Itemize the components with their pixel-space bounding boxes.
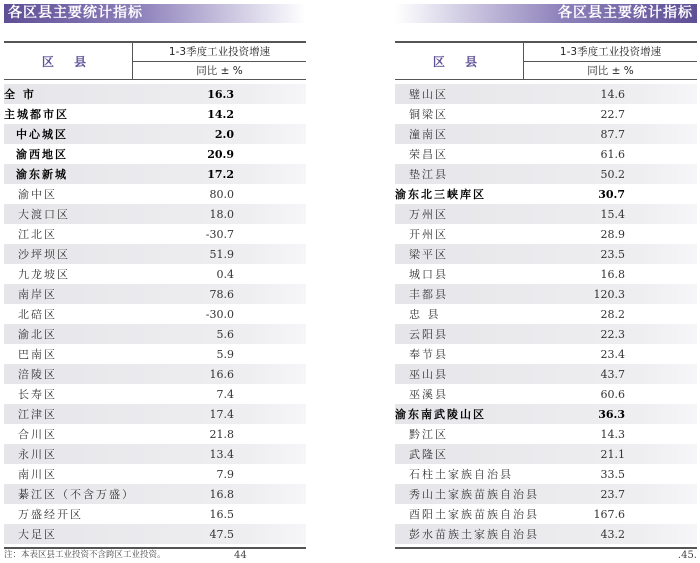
table-row xyxy=(395,444,697,464)
table-row xyxy=(4,164,306,184)
growth-value: 167.6 xyxy=(593,507,625,521)
table-row xyxy=(395,184,697,204)
table-row xyxy=(395,324,697,344)
table-header xyxy=(4,41,306,80)
page-number: 44 xyxy=(234,550,247,561)
growth-value: 16.8 xyxy=(209,487,234,501)
table-row xyxy=(4,524,306,544)
page-number: .45. xyxy=(677,550,697,561)
growth-value: 7.4 xyxy=(216,387,234,401)
table-row xyxy=(4,464,306,484)
region-name: 万州区 xyxy=(409,208,448,221)
growth-value: 5.9 xyxy=(216,347,234,361)
growth-value: 2.0 xyxy=(214,127,234,141)
growth-value: 22.7 xyxy=(600,107,625,121)
table-row xyxy=(4,264,306,284)
region-name: 城口县 xyxy=(409,268,448,281)
growth-value: 17.2 xyxy=(207,167,234,181)
header-region: 区 县 xyxy=(395,43,524,79)
growth-value: 0.4 xyxy=(216,267,234,281)
region-name: 彭水苗族土家族自治县 xyxy=(409,528,539,541)
header-region: 区 县 xyxy=(4,43,133,79)
growth-value: 36.3 xyxy=(598,407,625,421)
table-row xyxy=(4,424,306,444)
growth-value: 60.6 xyxy=(600,387,625,401)
region-name: 黔江区 xyxy=(409,428,448,441)
growth-value: 51.9 xyxy=(209,247,234,261)
region-name: 渝西地区 xyxy=(16,148,68,161)
region-name: 武隆区 xyxy=(409,448,448,461)
growth-value: 120.3 xyxy=(593,287,625,301)
region-name: 大渡口区 xyxy=(18,208,70,221)
table-row xyxy=(4,124,306,144)
table-row xyxy=(395,244,697,264)
table-row xyxy=(395,304,697,324)
table-row xyxy=(395,124,697,144)
region-name: 酉阳土家族苗族自治县 xyxy=(409,508,539,521)
table-row xyxy=(395,204,697,224)
table-row xyxy=(4,484,306,504)
region-name: 南岸区 xyxy=(18,288,57,301)
region-name: 全 市 xyxy=(4,88,36,101)
region-name: 巴南区 xyxy=(18,348,57,361)
table-row xyxy=(395,464,697,484)
table-row xyxy=(4,104,306,124)
growth-value: 30.7 xyxy=(598,187,625,201)
table-body xyxy=(4,84,306,544)
table-row xyxy=(395,404,697,424)
table-row xyxy=(4,144,306,164)
growth-value: 16.6 xyxy=(209,367,234,381)
growth-value: 61.6 xyxy=(600,147,625,161)
growth-value: 21.8 xyxy=(209,427,234,441)
growth-value: 21.1 xyxy=(600,447,625,461)
growth-value: 7.9 xyxy=(216,467,234,481)
table-row xyxy=(395,104,697,124)
region-name: 奉节县 xyxy=(409,348,448,361)
region-name: 荣昌区 xyxy=(409,148,448,161)
region-name: 渝中区 xyxy=(18,188,57,201)
growth-value: 16.8 xyxy=(600,267,625,281)
table-row xyxy=(4,204,306,224)
growth-value: 17.4 xyxy=(209,407,234,421)
header-unit: 同比 ± % xyxy=(587,65,634,77)
table-row xyxy=(4,364,306,384)
growth-value: 20.9 xyxy=(207,147,234,161)
region-name: 万盛经开区 xyxy=(18,508,83,521)
growth-value: 43.7 xyxy=(600,367,625,381)
region-name: 梁平区 xyxy=(409,248,448,261)
growth-value: -30.7 xyxy=(205,227,234,241)
header-unit: 同比 ± % xyxy=(196,65,243,77)
region-name: 渝东南武陵山区 xyxy=(395,408,486,421)
region-name: 巫山县 xyxy=(409,368,448,381)
header-metric: 1-3季度工业投资增速 xyxy=(524,43,697,62)
region-name: 铜梁区 xyxy=(409,108,448,121)
region-name: 江北区 xyxy=(18,228,57,241)
table-note: 注：本表区县工业投资不含跨区工业投资。 xyxy=(4,550,166,560)
growth-value: 14.3 xyxy=(600,427,625,441)
table-row xyxy=(4,444,306,464)
region-name: 沙坪坝区 xyxy=(18,248,70,261)
table-row xyxy=(395,284,697,304)
table-row xyxy=(395,344,697,364)
growth-value: 15.4 xyxy=(600,207,625,221)
growth-value: 18.0 xyxy=(209,207,234,221)
region-name: 石柱土家族自治县 xyxy=(409,468,513,481)
section-title-bar: 各区县主要统计指标 xyxy=(395,4,697,23)
region-name: 渝东北三峡库区 xyxy=(395,188,486,201)
region-name: 云阳县 xyxy=(409,328,448,341)
table-row xyxy=(4,224,306,244)
region-name: 垫江县 xyxy=(409,168,448,181)
region-name: 大足区 xyxy=(18,528,57,541)
region-name: 渝东新城 xyxy=(16,168,68,181)
growth-value: 80.0 xyxy=(209,187,234,201)
growth-value: 5.6 xyxy=(216,327,234,341)
region-name: 江津区 xyxy=(18,408,57,421)
region-name: 忠 县 xyxy=(409,308,441,321)
table-row xyxy=(395,164,697,184)
table-row xyxy=(395,224,697,244)
region-name: 九龙坡区 xyxy=(18,268,70,281)
table-row xyxy=(395,524,697,544)
table-row xyxy=(4,84,306,104)
region-name: 长寿区 xyxy=(18,388,57,401)
region-name: 合川区 xyxy=(18,428,57,441)
table-row xyxy=(395,144,697,164)
table-row xyxy=(395,384,697,404)
growth-value: 43.2 xyxy=(600,527,625,541)
growth-value: 87.7 xyxy=(600,127,625,141)
growth-value: 14.2 xyxy=(207,107,234,121)
table-row xyxy=(4,244,306,264)
growth-value: 50.2 xyxy=(600,167,625,181)
table-bottom-rule xyxy=(395,547,697,549)
growth-value: 33.5 xyxy=(600,467,625,481)
region-name: 北碚区 xyxy=(18,308,57,321)
table-row xyxy=(395,84,697,104)
region-name: 璧山区 xyxy=(409,88,448,101)
table-row xyxy=(395,264,697,284)
growth-value: 14.6 xyxy=(600,87,625,101)
growth-value: 13.4 xyxy=(209,447,234,461)
growth-value: 28.2 xyxy=(600,307,625,321)
growth-value: 16.5 xyxy=(209,507,234,521)
table-row xyxy=(4,324,306,344)
table-row xyxy=(4,504,306,524)
region-name: 秀山土家族苗族自治县 xyxy=(409,488,539,501)
region-name: 丰都县 xyxy=(409,288,448,301)
table-row xyxy=(395,504,697,524)
growth-value: 28.9 xyxy=(600,227,625,241)
growth-value: -30.0 xyxy=(205,307,234,321)
growth-value: 78.6 xyxy=(209,287,234,301)
table-row xyxy=(4,284,306,304)
region-name: 开州区 xyxy=(409,228,448,241)
growth-value: 23.5 xyxy=(600,247,625,261)
section-title-bar: 各区县主要统计指标 xyxy=(4,4,306,23)
growth-value: 23.4 xyxy=(600,347,625,361)
region-name: 涪陵区 xyxy=(18,368,57,381)
left-page xyxy=(4,0,306,563)
table-row xyxy=(4,304,306,324)
region-name: 南川区 xyxy=(18,468,57,481)
region-name: 永川区 xyxy=(18,448,57,461)
region-name: 主城都市区 xyxy=(4,108,69,121)
right-page xyxy=(395,0,697,563)
region-name: 中心城区 xyxy=(16,128,68,141)
growth-value: 22.3 xyxy=(600,327,625,341)
table-row xyxy=(395,364,697,384)
table-row xyxy=(395,424,697,444)
table-row xyxy=(4,384,306,404)
header-metric: 1-3季度工业投资增速 xyxy=(133,43,306,62)
table-row xyxy=(395,484,697,504)
region-name: 潼南区 xyxy=(409,128,448,141)
region-name: 渝北区 xyxy=(18,328,57,341)
growth-value: 16.3 xyxy=(207,87,234,101)
growth-value: 23.7 xyxy=(600,487,625,501)
growth-value: 47.5 xyxy=(209,527,234,541)
table-row xyxy=(4,184,306,204)
table-row xyxy=(4,404,306,424)
table-body xyxy=(395,84,697,544)
table-header xyxy=(395,41,697,80)
table-bottom-rule xyxy=(4,547,306,549)
table-row xyxy=(4,344,306,364)
region-name: 綦江区（不含万盛） xyxy=(18,488,135,501)
region-name: 巫溪县 xyxy=(409,388,448,401)
